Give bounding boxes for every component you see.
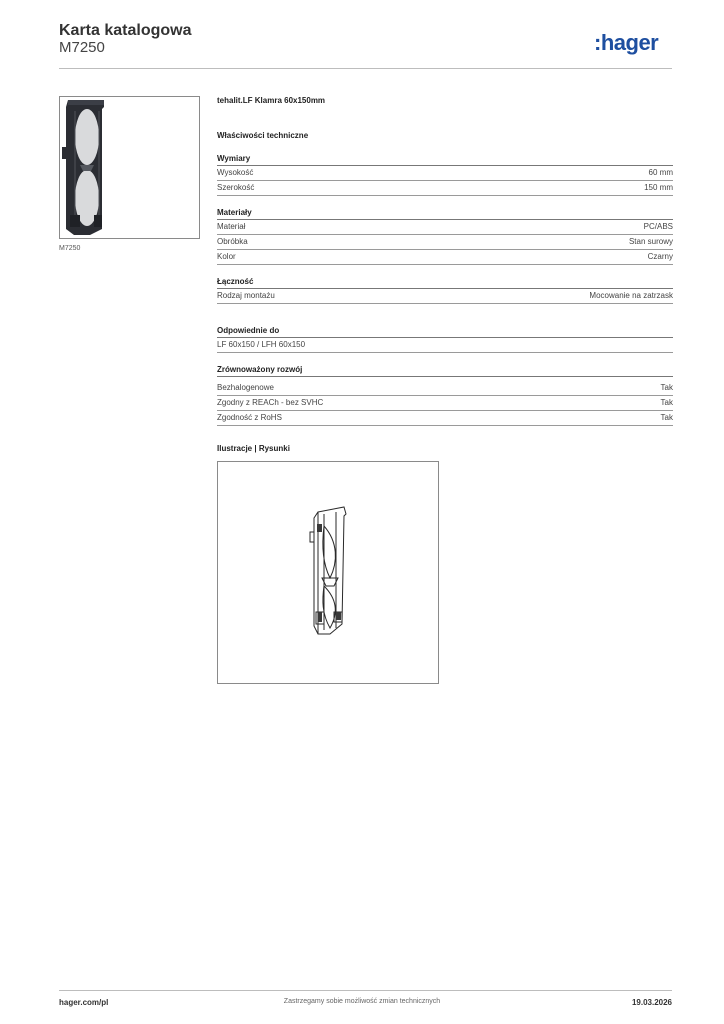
spec-label: Materiał (217, 222, 246, 231)
footer-divider (59, 990, 672, 991)
product-photo (59, 96, 200, 239)
technical-drawing (217, 461, 439, 684)
document-title: Karta katalogowa (59, 22, 192, 39)
spec-label: Zgodny z REACh - bez SVHC (217, 398, 324, 407)
spec-label: Obróbka (217, 237, 248, 246)
spec-value: 150 mm (644, 183, 673, 192)
spec-value: Tak (660, 383, 673, 392)
hager-logo: :hager (594, 30, 659, 55)
header-divider (59, 68, 672, 69)
spec-value: PC/ABS (643, 222, 673, 231)
spec-row (217, 381, 673, 396)
footer-disclaimer: Zastrzegamy sobie możliwość zmian technicznych (283, 998, 441, 1005)
suitable-for-group (217, 326, 673, 353)
spec-row (217, 166, 673, 181)
spec-value: 60 mm (648, 168, 673, 177)
clamp-line-drawing (218, 462, 438, 683)
spec-label: Kolor (217, 252, 236, 261)
spec-value: Tak (660, 398, 673, 407)
thumbnail-caption: M7250 (59, 245, 81, 252)
clamp-photo-image (60, 97, 199, 238)
spec-value: Tak (660, 413, 673, 422)
product-code: M7250 (59, 39, 105, 56)
spec-label: Szerokość (217, 183, 255, 192)
dimensions-group (217, 154, 673, 196)
spec-label: Rodzaj montażu (217, 291, 275, 300)
illustrations-heading: Ilustracje | Rysunki (217, 444, 290, 453)
spec-value: Czarny (647, 252, 673, 261)
spec-value: Mocowanie na zatrzask (589, 291, 673, 300)
group-title: Materiały (217, 208, 673, 220)
sustainability-group (217, 365, 673, 426)
group-title: Wymiary (217, 154, 673, 166)
spec-label: Wysokość (217, 168, 254, 177)
group-title: Zrównoważony rozwój (217, 365, 673, 377)
spec-row (217, 235, 673, 250)
group-title: Łączność (217, 277, 673, 289)
spec-label: Bezhalogenowe (217, 383, 274, 392)
spec-row (217, 396, 673, 411)
footer-date: 19.03.2026 (631, 998, 672, 1007)
product-details (217, 96, 673, 684)
materials-group (217, 208, 673, 265)
logo-text: hager (600, 30, 659, 55)
suitable-value: LF 60x150 / LFH 60x150 (217, 340, 306, 349)
spec-row (217, 338, 673, 353)
footer-website: hager.com/pl (59, 998, 109, 1007)
technical-properties-heading: Właściwości techniczne (217, 131, 309, 140)
spec-row (217, 181, 673, 196)
spec-row (217, 411, 673, 426)
spec-row (217, 289, 673, 304)
group-title: Odpowiednie do (217, 326, 673, 338)
spec-label: Zgodność z RoHS (217, 413, 282, 422)
spec-row (217, 250, 673, 265)
spec-row (217, 220, 673, 235)
connectivity-group (217, 277, 673, 304)
product-name: tehalit.LF Klamra 60x150mm (217, 96, 326, 105)
spec-value: Stan surowy (628, 237, 673, 246)
